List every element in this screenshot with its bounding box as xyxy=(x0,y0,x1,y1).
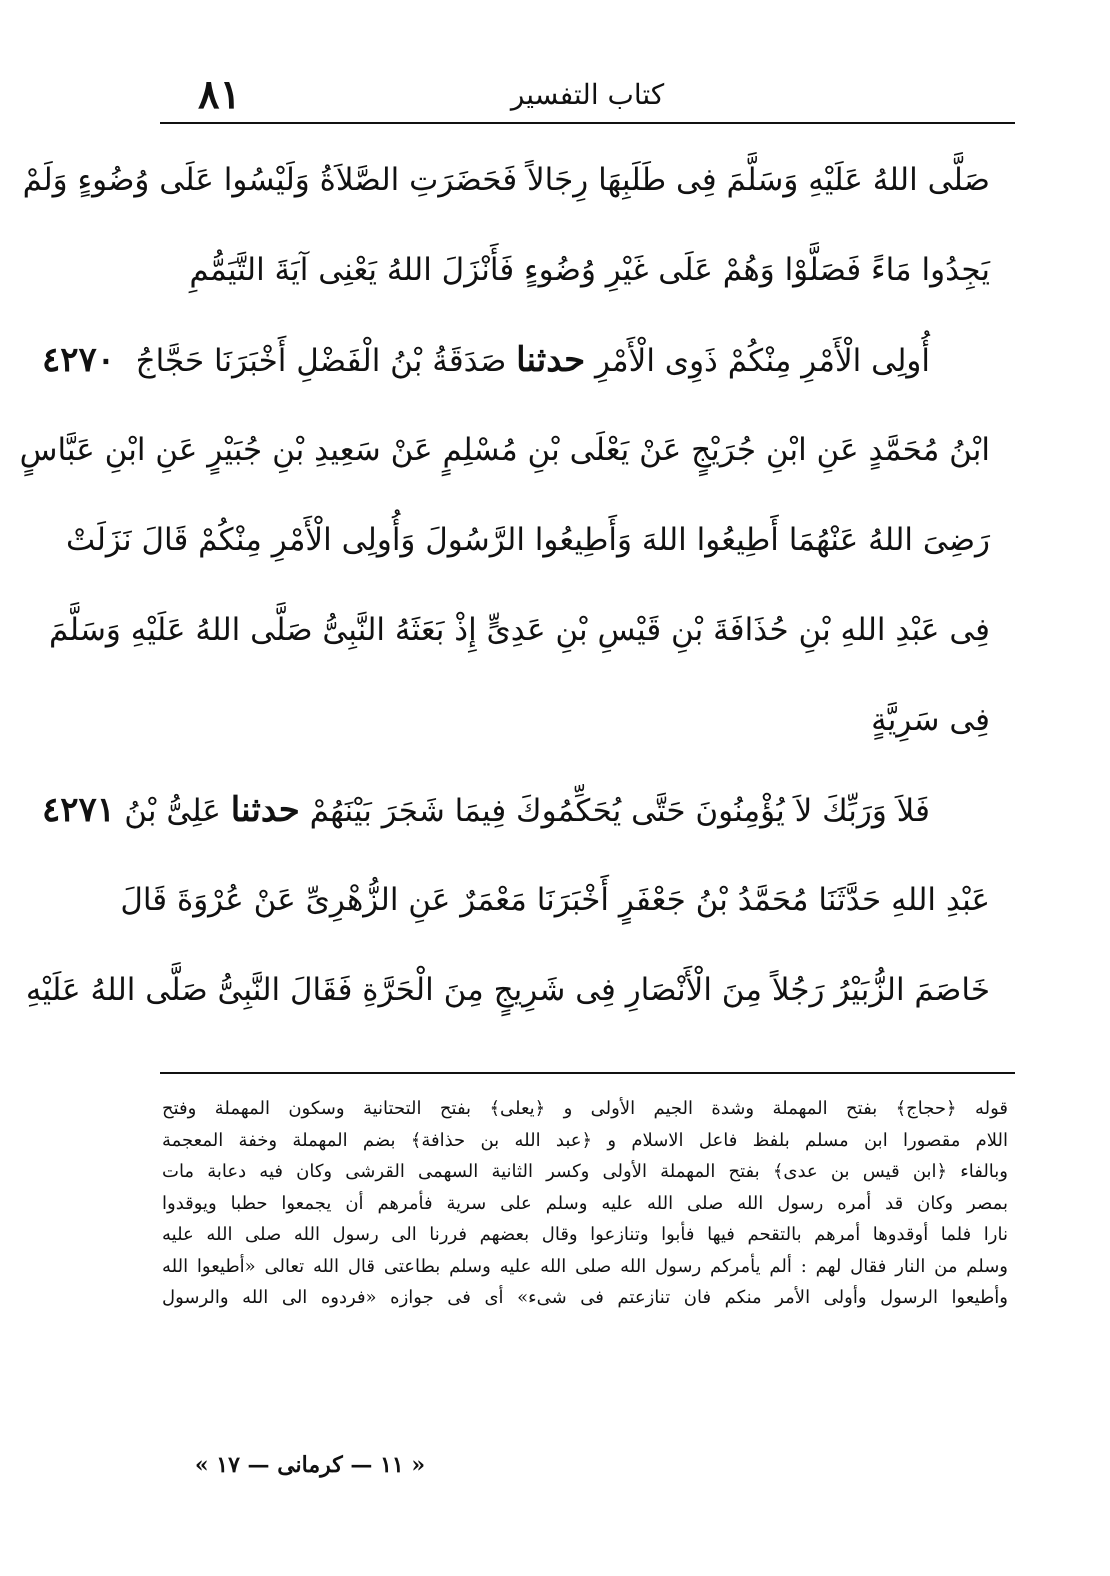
haddathana-marker: حدثنا xyxy=(516,340,586,380)
text-line xyxy=(42,765,990,855)
note-line: نارا فلما أوقدوها أمرهم بالتقحم فيها فأبوا وتنازعوا وقال بعضهم فررنا الى رسول الله صلى الله عليه xyxy=(162,1224,1008,1245)
note-line: وأطيعوا الرسول وأولى الأمر منكم فان تنازعتم فى شىء» أى فى جوازه «فردوه الى الله والرسول xyxy=(162,1287,1008,1308)
hadith-number: ٤٢٧١ xyxy=(42,790,116,830)
note-line: بمصر وكان قد أمره رسول الله صلى الله عليه وسلم على سرية فأمرهم أن يجمعوا حطبا ويوقدوا xyxy=(162,1192,1008,1214)
note-line: قوله ﴿حجاج﴾ بفتح المهملة وشدة الجيم الأولى و ﴿يعلى﴾ بفتح التحتانية وسكون المهملة وفتح xyxy=(162,1098,1008,1119)
narrator-chain: صَدَقَةُ بْنُ الْفَضْلِ أَخْبَرَنَا حَجَّاجُ xyxy=(135,343,507,379)
page-header xyxy=(160,70,1015,122)
narrator-chain: عَلِىُّ بْنُ xyxy=(124,793,221,829)
verse-phrase: أُولِى الْأَمْرِ مِنْكُمْ ذَوِى الْأَمْرِ xyxy=(594,343,930,379)
text-line: يَجِدُوا مَاءً فَصَلَّوْا وَهُمْ عَلَى غَيْرِ وُضُوءٍ فَأَنْزَلَ اللهُ يَعْنِى آيَةَ التَّيَمُّمِ xyxy=(189,252,990,288)
printer-signature-mark: « ١١ — كرمانى — ١٧ » xyxy=(194,1452,426,1478)
footnote-divider xyxy=(160,1072,1015,1074)
note-line: اللام مقصورا ابن مسلم بلفظ فاعل الاسلام و ﴿عبد الله بن حذافة﴾ بضم المهملة وخفة المعجمة xyxy=(162,1129,1009,1151)
header-divider xyxy=(160,122,1015,124)
text-line: فِى سَرِيَّةٍ xyxy=(871,702,990,738)
commentary-notes xyxy=(162,1093,1008,1314)
verse-phrase: فَلاَ وَرَبِّكَ لاَ يُؤْمِنُونَ حَتَّى يُحَكِّمُوكَ فِيمَا شَجَرَ بَيْنَهُمْ xyxy=(309,793,930,829)
text-line: ابْنُ مُحَمَّدٍ عَنِ ابْنِ جُرَيْجٍ عَنْ يَعْلَى بْنِ مُسْلِمٍ عَنْ سَعِيدِ بْنِ جُبَيْرٍ عَنِ ابْنِ عَبَّاسٍ xyxy=(19,432,990,468)
text-line: خَاصَمَ الزُّبَيْرُ رَجُلاً مِنَ الْأَنْصَارِ فِى شَرِيجٍ مِنَ الْحَرَّةِ فَقَالَ النَّبِىُّ صَلَّى اللهُ عَلَيْهِ xyxy=(25,972,990,1008)
page-number: ٨١ xyxy=(198,71,241,118)
book-title: كتاب التفسير xyxy=(510,78,665,111)
note-line: وبالفاء ﴿ابن قيس بن عدى﴾ بفتح المهملة الأولى وكسر الثانية السهمى القرشى وكان فيه دعابة مات xyxy=(162,1161,1008,1182)
text-line xyxy=(42,315,990,405)
hadith-number: ٤٢٧٠ xyxy=(42,340,116,380)
text-line: صَلَّى اللهُ عَلَيْهِ وَسَلَّمَ فِى طَلَبِهَا رِجَالاً فَحَضَرَتِ الصَّلاَةُ وَلَيْسُوا عَلَى وُضُوءٍ وَلَمْ xyxy=(22,162,990,198)
text-line: عَبْدِ اللهِ حَدَّثَنَا مُحَمَّدُ بْنُ جَعْفَرٍ أَخْبَرَنَا مَعْمَرٌ عَنِ الزُّهْرِىِّ عَنْ عُرْوَةَ قَالَ xyxy=(120,882,990,918)
main-text xyxy=(19,135,990,1035)
haddathana-marker: حدثنا xyxy=(230,790,300,830)
text-line: رَضِىَ اللهُ عَنْهُمَا أَطِيعُوا اللهَ وَأَطِيعُوا الرَّسُولَ وَأُولِى الْأَمْرِ مِنْكُمْ قَالَ نَزَلَتْ xyxy=(66,522,990,558)
note-line: وسلم من النار فقال لهم : ألم يأمركم رسول الله صلى الله عليه وسلم بطاعتى قال الله تعالى «أطيعوا الله xyxy=(162,1255,1008,1277)
text-line: فِى عَبْدِ اللهِ بْنِ حُذَافَةَ بْنِ قَيْسِ بْنِ عَدِىٍّ إِذْ بَعَثَهُ النَّبِىُّ صَلَّى اللهُ عَلَيْهِ وَسَلَّمَ xyxy=(49,612,990,648)
